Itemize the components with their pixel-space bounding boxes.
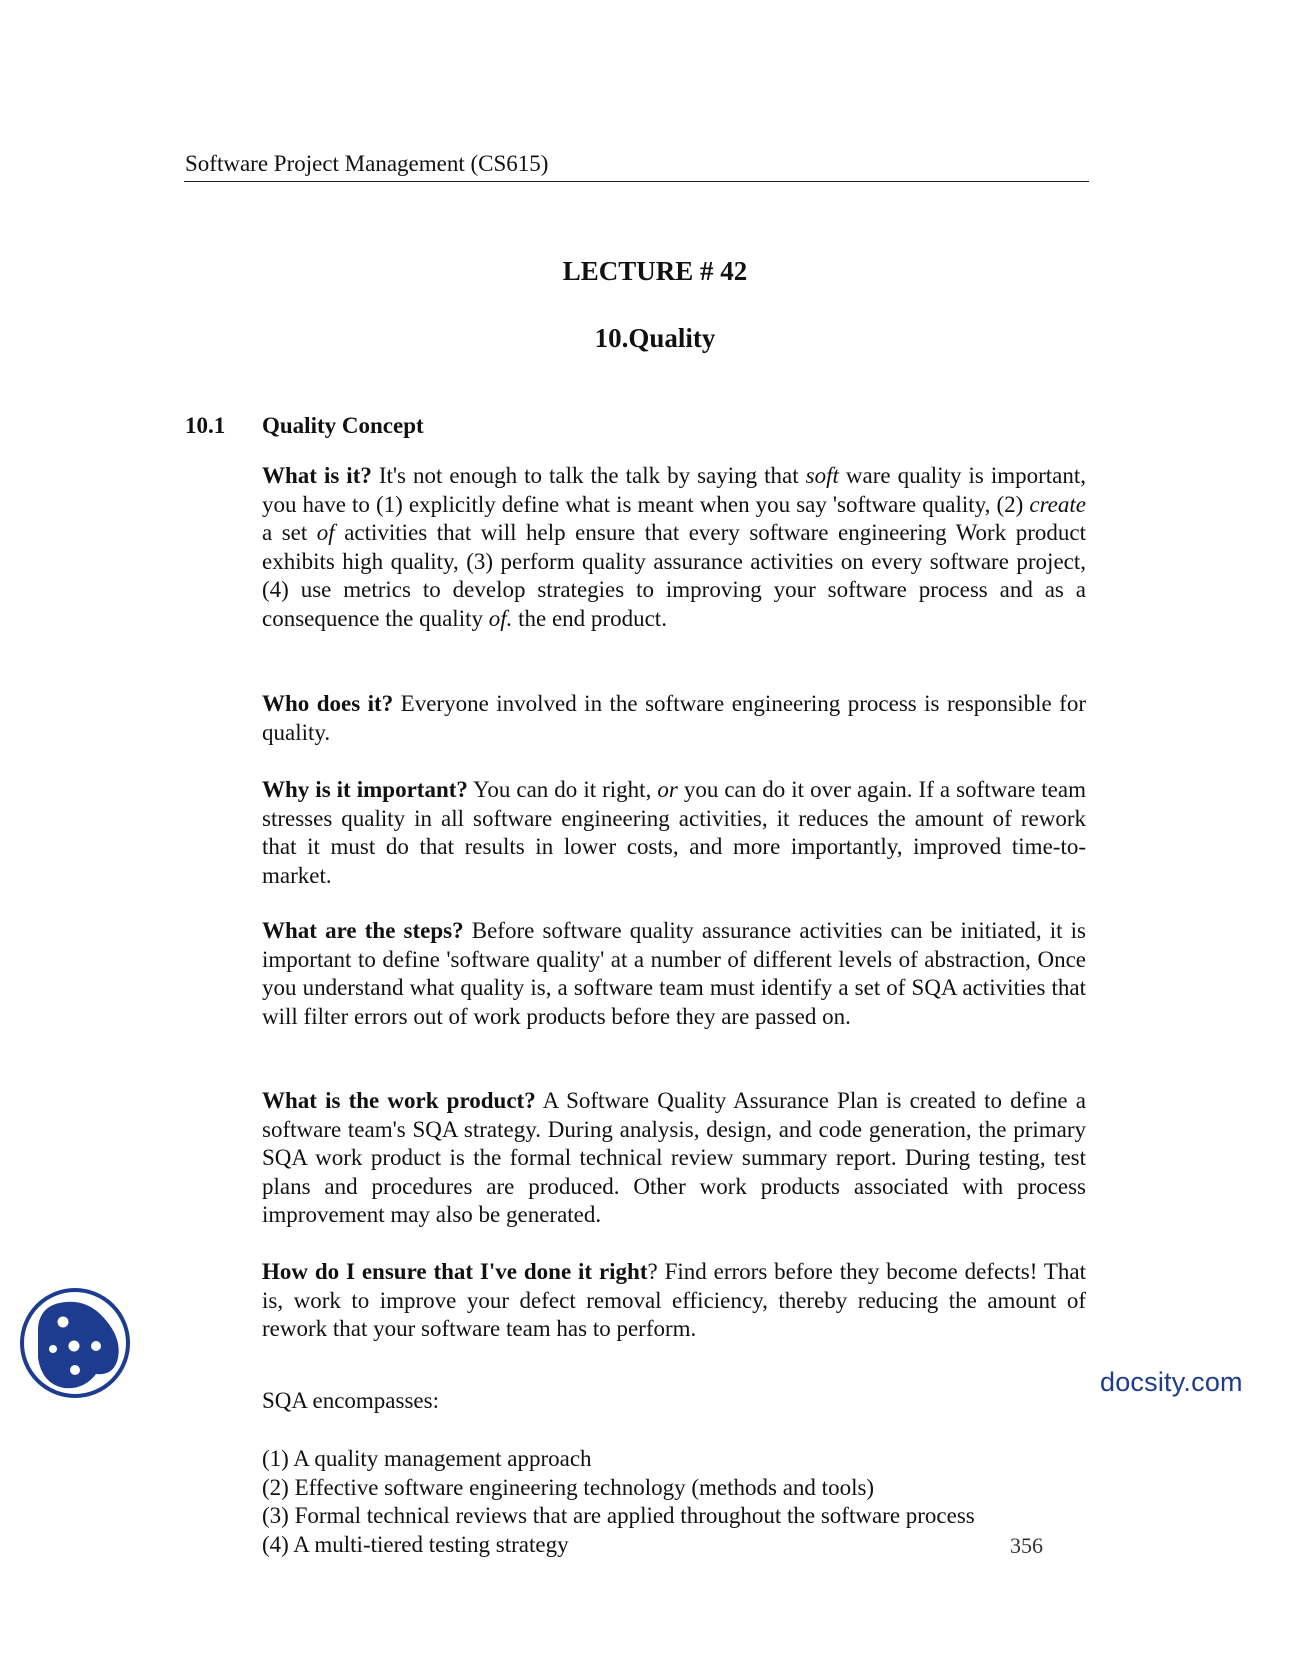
page-number: 356 <box>1010 1533 1043 1558</box>
list-item: (3) Formal technical reviews that are applied throughout the software process <box>262 1503 975 1528</box>
section-number: 10.1 <box>185 413 226 438</box>
docsity-logo-icon[interactable] <box>18 1286 133 1401</box>
paragraph-ensure: How do I ensure that I've done it right? Find errors before they become defects! That is, work to improve your defect removal efficiency, thereby reducing the amount of rework that your software team has to perform. <box>262 1259 1086 1341</box>
paragraph-what-is-it: What is it? It's not enough to talk the talk by saying that soft ware quality is important, you have to (1) explicitly define what is meant when you say 'software quality, (2) create a set of activities that will help ensure that every software engineering Work product exhibits high quality, (3) perform quality assurance activities on every software project, (4) use metrics to develop strategies to improving your software process and as a consequence the quality of. the end product. <box>262 463 1087 631</box>
sqa-list <box>262 1445 1086 1559</box>
list-item: (1) A quality management approach <box>262 1446 592 1471</box>
paragraph-lead: What are the steps? <box>262 918 464 943</box>
paragraph-sqa-intro: SQA encompasses: <box>262 1388 439 1413</box>
paragraph-lead: What is it? <box>262 463 372 488</box>
list-item: (2) Effective software engineering technology (methods and tools) <box>262 1474 875 1500</box>
paragraph-work-product: What is the work product? A Software Quality Assurance Plan is created to define a software team's SQA strategy. During analysis, design, and code generation, the primary SQA work product is the formal technical review summary report. During testing, test plans and procedures are produced. Other work products associated with process improvement may also be generated. <box>262 1088 1086 1227</box>
paragraph-steps: What are the steps? Before software quality assurance activities can be initiated, it is important to define 'software quality' at a number of different levels of abstraction, Once you understand what quality is, a software team must identify a set of SQA activities that will filter errors out of work products before they are passed on. <box>262 918 1086 1029</box>
docsity-brand-link[interactable]: docsity.com <box>1100 1367 1243 1397</box>
paragraph-lead: Who does it? <box>262 691 394 716</box>
list-item: (4) A multi-tiered testing strategy <box>262 1531 569 1557</box>
chapter-title: 10.Quality <box>594 323 716 353</box>
header-rule <box>184 181 1089 182</box>
paragraph-why-important: Why is it important? You can do it right, or you can do it over again. If a software team stresses quality in all software engineering activities, it reduces the amount of rework that it must do that results in lower costs, and more importantly, improved time-to-market. <box>262 777 1086 888</box>
paragraph-lead: How do I ensure that I've done it right <box>262 1259 648 1284</box>
lecture-title: LECTURE # 42 <box>562 256 748 286</box>
paragraph-lead: What is the work product? <box>262 1088 536 1113</box>
section-title: Quality Concept <box>262 413 424 438</box>
paragraph-who-does-it: Who does it? Everyone involved in the software engineering process is responsible for quality. <box>262 691 1086 745</box>
paragraph-lead: Why is it important? <box>262 777 468 802</box>
running-header: Software Project Management (CS615) <box>185 151 549 176</box>
